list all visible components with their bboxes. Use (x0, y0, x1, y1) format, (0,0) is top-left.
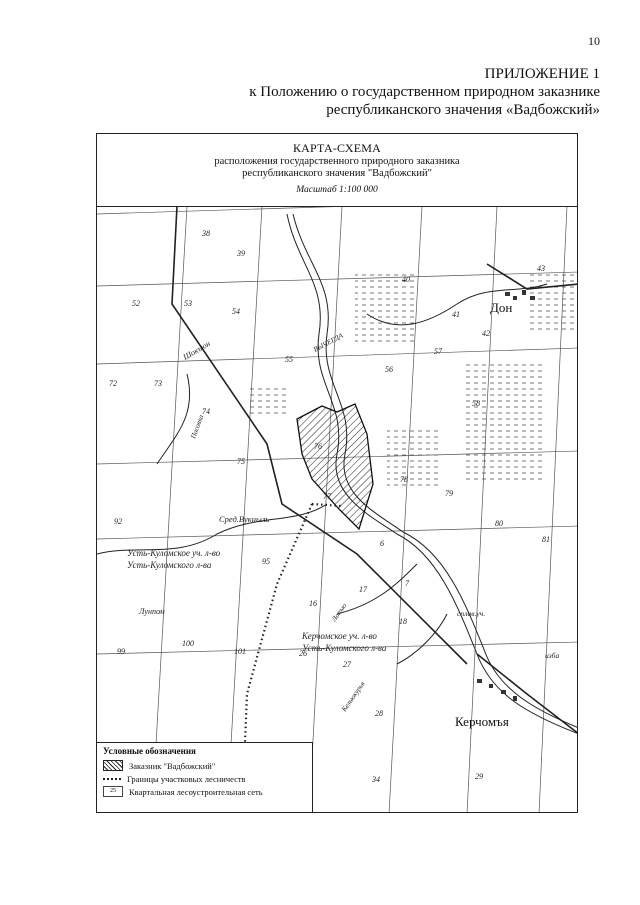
q57: 57 (434, 347, 442, 356)
appendix-subtitle-1: к Положению о государственном природном заказнике (249, 84, 600, 100)
q54: 54 (232, 307, 240, 316)
appendix-title: ПРИЛОЖЕНИЕ 1 (484, 66, 600, 82)
label-sred-vuknyl: Сред.Вукныль (219, 514, 270, 524)
q39: 39 (237, 249, 245, 258)
q27: 27 (343, 660, 351, 669)
q52: 52 (132, 299, 140, 308)
q6: 6 (380, 539, 384, 548)
q41: 41 (452, 310, 460, 319)
legend-label-reserve: Заказник "Вадбожский" (129, 760, 216, 771)
q40: 40 (402, 275, 410, 284)
settlements (477, 290, 535, 701)
map-scale: Масштаб 1:100 000 (296, 185, 378, 195)
label-pasovka: Пасовка (189, 413, 206, 440)
legend-label-boundary: Границы участковых лесничеств (127, 773, 246, 784)
label-shokyun: Шокъюн (181, 339, 212, 362)
q101: 101 (234, 647, 246, 656)
q29: 29 (475, 772, 483, 781)
label-vychegda: ВЫЧЕГДА (312, 331, 345, 354)
q34: 34 (372, 775, 380, 784)
map-title-line-2: республиканского значения "Вадбожский" (242, 168, 432, 179)
q58: 58 (472, 399, 480, 408)
label-lopyu: Лопъю (330, 601, 349, 624)
q56: 56 (385, 365, 393, 374)
map-frame (96, 133, 578, 813)
q38: 38 (202, 229, 210, 238)
q75: 75 (237, 457, 245, 466)
q28: 28 (375, 709, 383, 718)
q72: 72 (109, 379, 117, 388)
q42: 42 (482, 329, 490, 338)
label-lunpom: Лунпом (139, 607, 165, 616)
q43: 43 (537, 264, 545, 273)
map-title: КАРТА-СХЕМА (292, 141, 382, 155)
q100: 100 (182, 639, 194, 648)
q99: 99 (117, 647, 125, 656)
legend-item-boundary (103, 772, 306, 785)
map-title-box (97, 134, 577, 207)
legend-item-grid (103, 785, 306, 798)
legend-title: Условные обозначения (103, 746, 196, 756)
q26: 26 (299, 649, 307, 658)
q74: 74 (202, 407, 210, 416)
label-ust-kulom-2: Усть-Куломского л-ва (127, 560, 212, 570)
label-kerchomya: Керчомъя (455, 714, 509, 729)
q81: 81 (542, 535, 550, 544)
legend-label-grid: Квартальная лесоустроительная сеть (129, 786, 263, 797)
label-kerchom-2: Усть-Куломского л-ва (302, 643, 387, 653)
q7: 7 (405, 579, 409, 588)
grid-swatch-icon: 25 (103, 786, 123, 797)
label-don: Дон (490, 300, 513, 315)
legend-item-reserve (103, 759, 306, 772)
label-izba: изба (545, 651, 560, 660)
page-number: 10 (588, 34, 600, 48)
q92: 92 (114, 517, 122, 526)
q80: 80 (495, 519, 503, 528)
map (97, 134, 578, 813)
q18: 18 (399, 617, 407, 626)
appendix-subtitle-2: республиканского значения «Вадбожский» (326, 102, 600, 118)
q73: 73 (154, 379, 162, 388)
label-splav: сплав.уч. (457, 609, 486, 618)
q79: 79 (445, 489, 453, 498)
q78: 78 (400, 475, 408, 484)
legend (97, 742, 313, 812)
q77: 77 (323, 492, 331, 501)
q16: 16 (309, 599, 317, 608)
marsh-areas (247, 274, 577, 489)
q95: 95 (262, 557, 270, 566)
label-kelyaku: Кельюкурья (340, 680, 367, 714)
dotted-line-swatch-icon (103, 778, 121, 780)
hatch-swatch-icon (103, 760, 123, 771)
map-title-line-1: расположения государственного природного заказника (214, 156, 460, 167)
label-kerchom-1: Керчомское уч. л-во (302, 631, 377, 641)
label-ust-kulom-1: Усть-Куломское уч. л-во (127, 548, 221, 558)
q76: 76 (314, 442, 322, 451)
q17: 17 (359, 585, 367, 594)
q53: 53 (184, 299, 192, 308)
q55: 55 (285, 355, 293, 364)
reserve-area (297, 404, 373, 529)
